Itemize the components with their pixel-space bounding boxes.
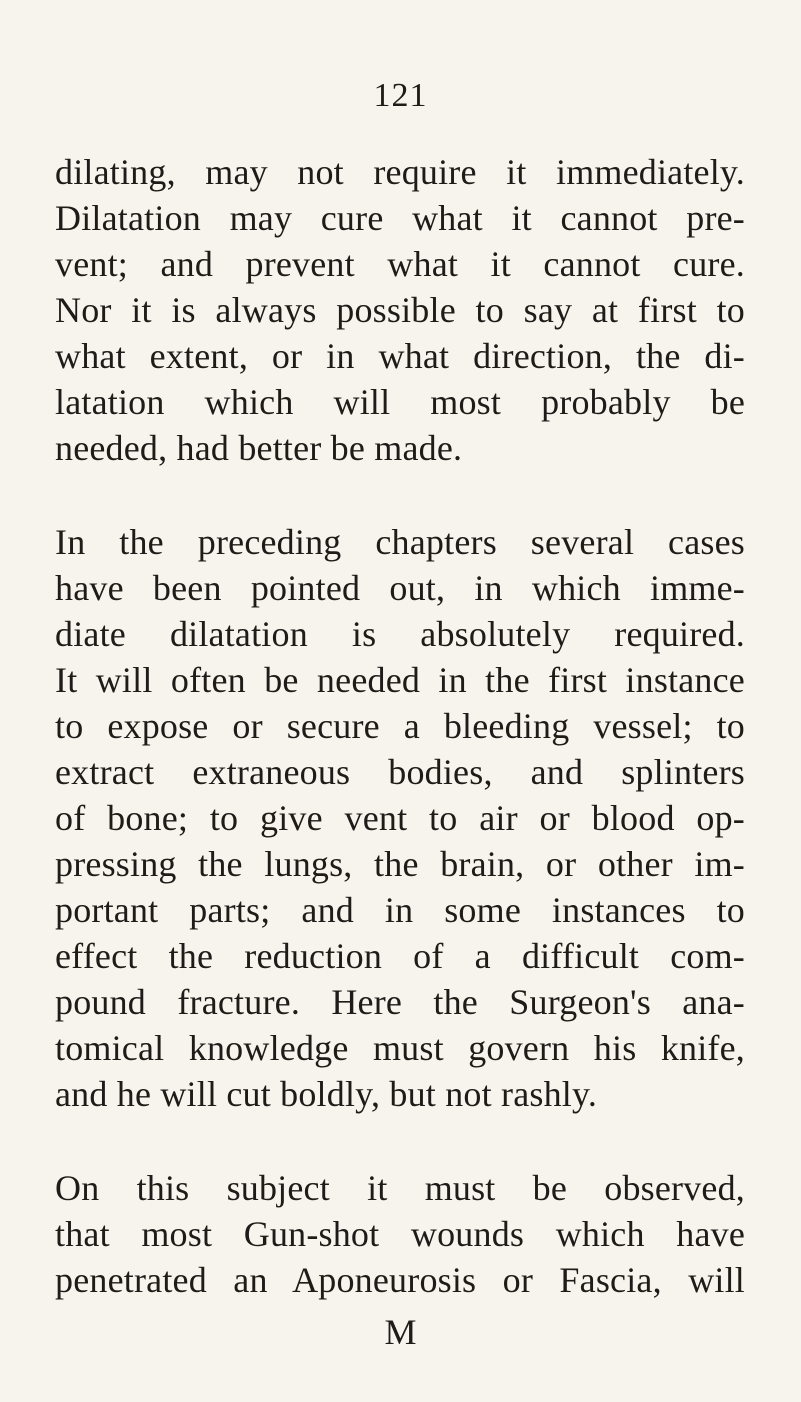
text-line: of bone; to give vent to air or blood op- (55, 798, 745, 838)
signature-mark: M (384, 1312, 417, 1352)
text-line: what extent, or in what direction, the di- (55, 336, 745, 376)
text-line: and he will cut boldly, but not rashly. (55, 1074, 598, 1114)
text-line: pound fracture. Here the Surgeon's ana- (55, 982, 745, 1022)
text-line: needed, had better be made. (55, 428, 463, 468)
text-line: On this subject it must be observed, (55, 1168, 745, 1208)
text-line: diate dilatation is absolutely required. (55, 614, 745, 654)
text-line: that most Gun-shot wounds which have (55, 1214, 745, 1254)
page-number: 121 (373, 77, 428, 114)
text-line: to expose or secure a bleeding vessel; to (55, 706, 745, 746)
text-line: pressing the lungs, the brain, or other im- (55, 844, 745, 884)
text-line: latation which will most probably be (55, 382, 745, 422)
text-line: portant parts; and in some instances to (55, 890, 745, 930)
text-line: penetrated an Aponeurosis or Fascia, will (55, 1260, 745, 1300)
text-line: dilating, may not require it immediately. (55, 152, 745, 192)
text-line: vent; and prevent what it cannot cure. (55, 244, 745, 284)
text-line: Nor it is always possible to say at first to (55, 290, 745, 330)
text-line: It will often be needed in the first instance (55, 660, 745, 700)
text-line: Dilatation may cure what it cannot pre- (55, 198, 745, 238)
text-line: tomical knowledge must govern his knife, (55, 1028, 745, 1068)
text-line: have been pointed out, in which imme- (55, 568, 745, 608)
text-line: extract extraneous bodies, and splinters (55, 752, 745, 792)
text-line: In the preceding chapters several cases (55, 522, 745, 562)
text-line: effect the reduction of a difficult com- (55, 936, 745, 976)
